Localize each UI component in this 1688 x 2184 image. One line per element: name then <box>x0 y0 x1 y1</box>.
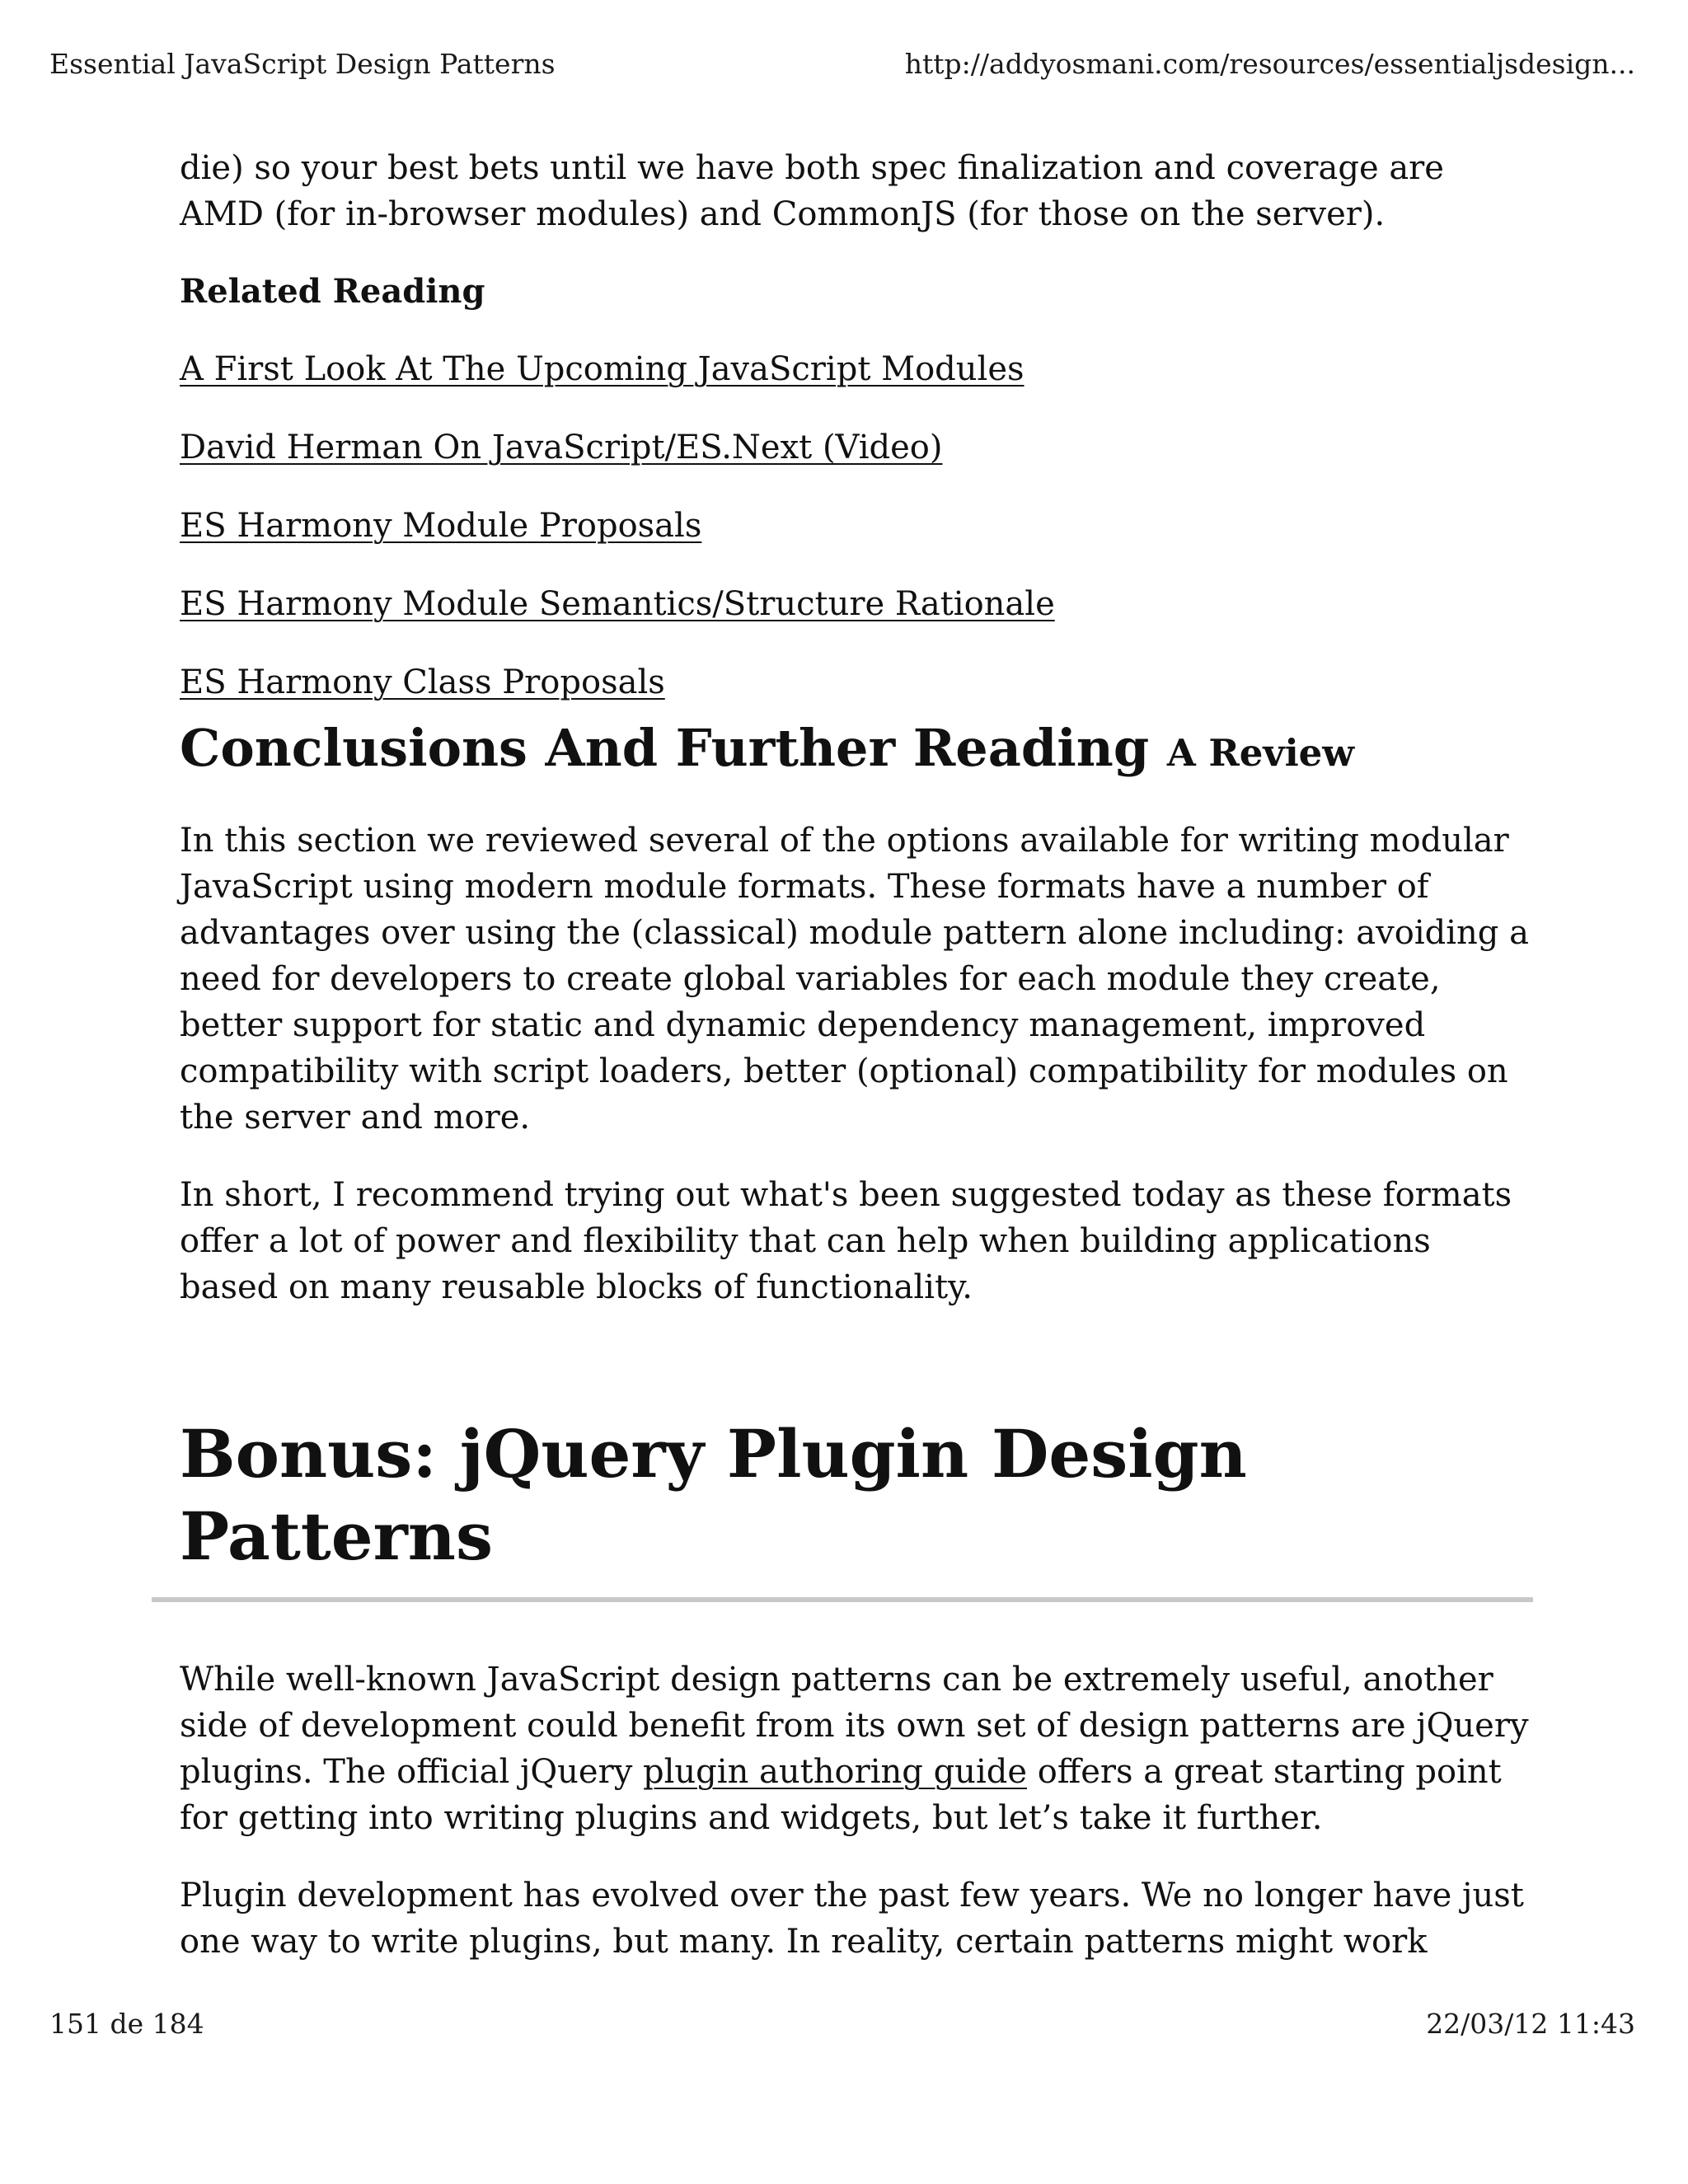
conclusions-paragraph-1: In this section we reviewed several of the options available for writing modular JavaScript using modern module formats. These formats have a number of advantages over using the (classical) module pattern alone including: avoiding a need for developers to create global variables for each module they create, better support for static and dynamic dependency management, improved compatibility with script loaders, better (optional) compatibility for modules on the server and more. <box>180 822 1529 1137</box>
related-reading-heading: Related Reading <box>180 272 485 311</box>
heading-divider <box>152 1597 1533 1602</box>
intro-paragraph: die) so your best bets until we have both spec finalization and coverage are AMD (for in-browser modules) and CommonJS (for those on the server). <box>180 149 1444 233</box>
bonus-p1-text-after: offers a great starting point for getting into writing plugins and widgets, but let’s take it further. <box>180 1753 1502 1837</box>
print-datetime: 22/03/12 11:43 <box>1426 2008 1635 2040</box>
related-link-item <box>180 503 1531 549</box>
bonus-paragraph-2: Plugin development has evolved over the past few years. We no longer have just one way to write plugins, but many. In reality, certain patterns might work <box>180 1877 1524 1961</box>
bonus-heading: Bonus: jQuery Plugin Design Patterns <box>180 1415 1247 1575</box>
related-link-item <box>180 424 1531 471</box>
conclusions-subheading: A Review <box>1166 731 1355 775</box>
conclusions-heading <box>180 715 1531 786</box>
related-link[interactable]: ES Harmony Module Proposals <box>180 507 702 545</box>
related-link[interactable]: ES Harmony Class Proposals <box>180 663 665 701</box>
document-title: Essential JavaScript Design Patterns <box>49 48 556 80</box>
related-link-item <box>180 346 1531 392</box>
plugin-authoring-guide-link[interactable]: plugin authoring guide <box>643 1753 1028 1791</box>
page-number: 151 de 184 <box>49 2008 204 2040</box>
conclusions-paragraph-2: In short, I recommend trying out what's been suggested today as these formats offer a lot of power and flexibility that can help when building applications based on many reusable blocks of functionality. <box>180 1176 1512 1306</box>
related-link-item <box>180 581 1531 627</box>
conclusions-heading-text: Conclusions And Further Reading <box>180 718 1150 778</box>
bonus-p1-text-before: While well-known JavaScript design patterns can be extremely useful, another side of development could benefit from its own set of design patterns are jQuery plugins. The official jQuery <box>180 1661 1529 1791</box>
bonus-paragraph-1 <box>180 1657 1531 1841</box>
related-link-item <box>180 659 1531 705</box>
related-link[interactable]: ES Harmony Module Semantics/Structure Rationale <box>180 585 1055 623</box>
related-link[interactable]: David Herman On JavaScript/ES.Next (Video) <box>180 429 943 466</box>
related-reading-list <box>180 346 1531 705</box>
related-link[interactable]: A First Look At The Upcoming JavaScript Modules <box>180 350 1025 388</box>
document-url: http://addyosmani.com/resources/essentialjsdesign... <box>904 48 1635 80</box>
page-content <box>180 145 1531 1965</box>
